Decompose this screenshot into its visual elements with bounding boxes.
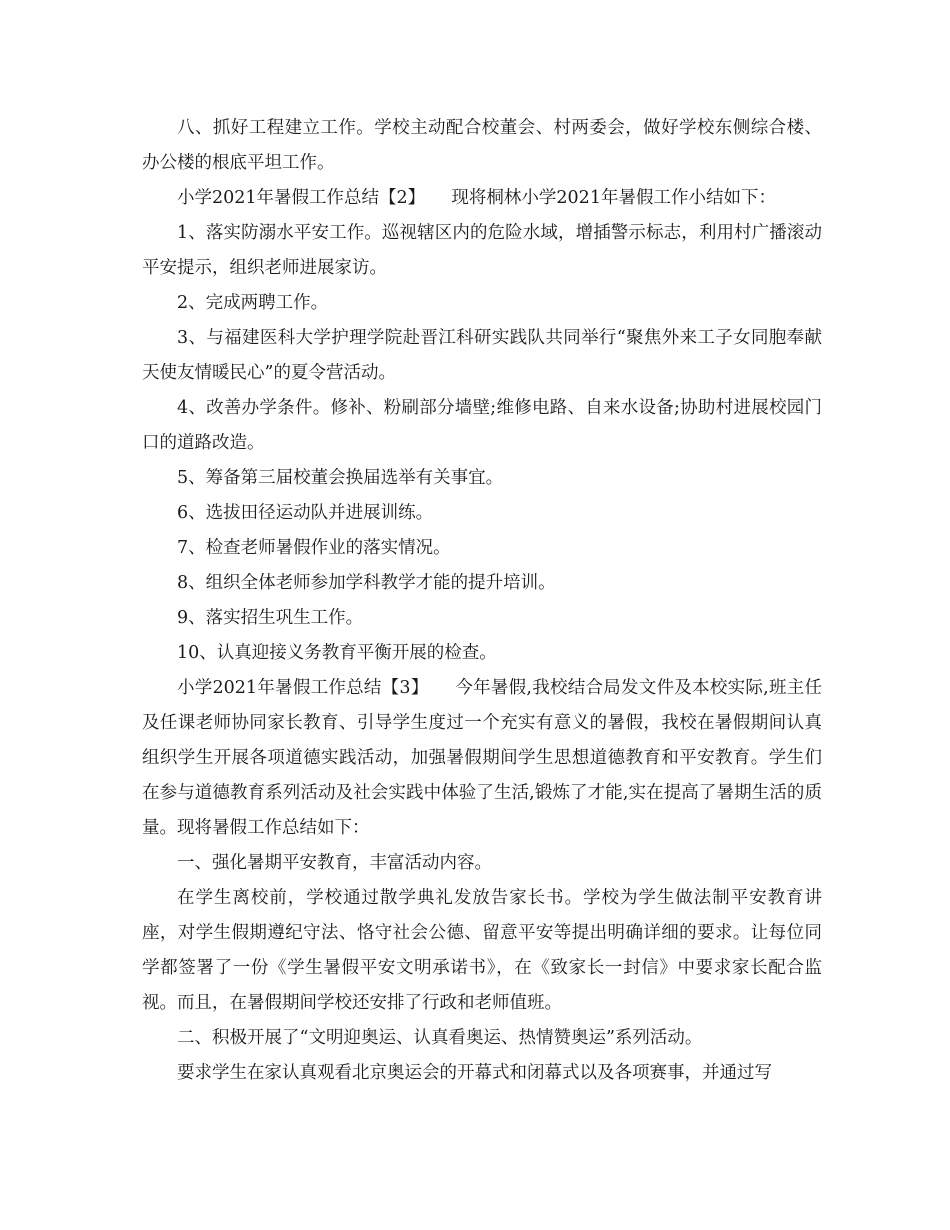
paragraph-list-item-1: 1、落实防溺水平安工作。巡视辖区内的危险水域，增插警示标志，利用村广播滚动平安提示，组织老师进展家访。: [142, 223, 822, 278]
paragraph-list-item-7: 7、检查老师暑假作业的落实情况。: [177, 538, 451, 558]
paragraph-section-1-body: 在学生离校前，学校通过散学典礼发放告家长书。学校为学生做法制平安教育讲座，对学生假期遵纪守法、恪守社会公德、留意平安等提出明确详细的要求。让每位同学都签署了一份《学生暑假平安文明承诺书》，在《致家长一封信》中要求家长配合监视。而且，在暑假期间学校还安排了行政和老师值班。: [142, 888, 822, 1013]
paragraph-section-2-heading: 二、积极开展了“文明迎奥运、认真看奥运、热情赞奥运”系列活动。: [177, 1028, 703, 1048]
paragraph-list-item-8: 8、组织全体老师参加学科教学才能的提升培训。: [177, 573, 556, 593]
paragraph-list-item-3: 3、与福建医科大学护理学院赴晋江科研实践队共同举行“聚焦外来工子女同胞奉献天使友情暖民心”的夏令营活动。: [142, 328, 822, 383]
paragraph-summary-3-intro: 小学2021年暑假工作总结【3】 今年暑假,我校结合局发文件及本校实际,班主任及任课老师协同家长教育、引导学生度过一个充实有意义的暑假，我校在暑假期间认真组织学生开展各项道德实践活动，加强暑假期间学生思想道德教育和平安教育。学生们在参与道德教育系列活动及社会实践中体验了生活,锻炼了才能,实在提高了暑期生活的质量。现将暑假工作总结如下：: [142, 678, 822, 838]
paragraph-section-1-heading: 一、强化暑期平安教育，丰富活动内容。: [177, 853, 492, 873]
paragraph-list-item-9: 9、落实招生巩生工作。: [177, 608, 364, 628]
paragraph-section-2-body: 要求学生在家认真观看北京奥运会的开幕式和闭幕式以及各项赛事，并通过写: [177, 1063, 772, 1083]
paragraph-list-item-6: 6、选拔田径运动队并进展训练。: [177, 503, 434, 523]
paragraph-list-item-10: 10、认真迎接义务教育平衡开展的检查。: [177, 643, 497, 663]
paragraph-list-item-5: 5、筹备第三届校董会换届选举有关事宜。: [177, 468, 504, 488]
paragraph-list-item-4: 4、改善办学条件。修补、粉刷部分墙壁;维修电路、自来水设备;协助村进展校园门口的道路改造。: [142, 398, 822, 453]
paragraph-item-8-project: 八、抓好工程建立工作。学校主动配合校董会、村两委会，做好学校东侧综合楼、办公楼的根底平坦工作。: [142, 118, 822, 173]
document-body: [142, 111, 822, 1091]
paragraph-list-item-2: 2、完成两聘工作。: [177, 293, 329, 313]
paragraph-summary-2-heading: 小学2021年暑假工作总结【2】 现将桐林小学2021年暑假工作小结如下：: [177, 188, 776, 208]
